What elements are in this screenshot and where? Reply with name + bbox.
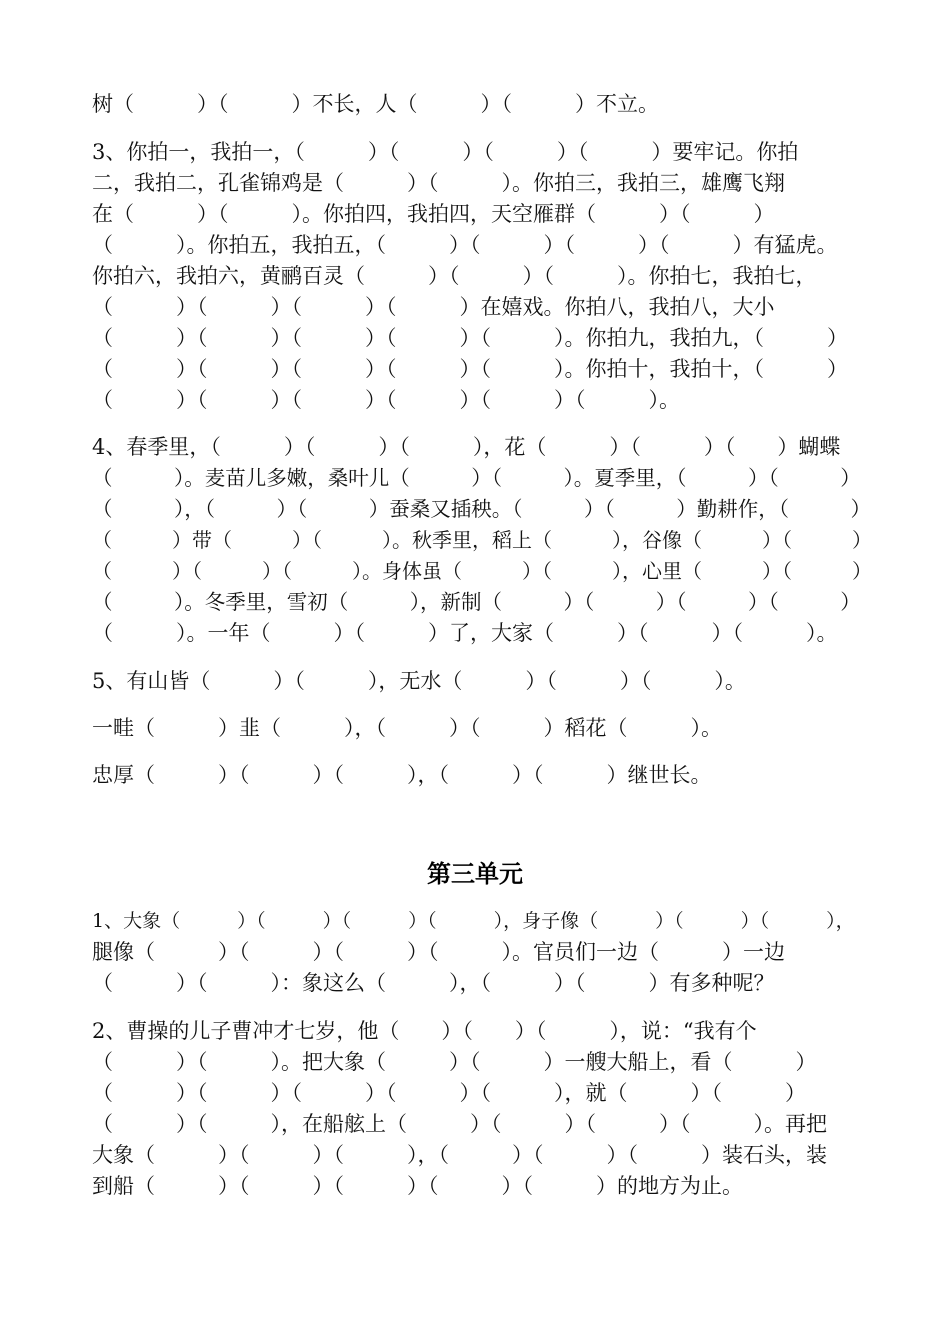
text-line: 腿像（ ）（ ）（ ）（ ）。官员们一边（ ）一边 xyxy=(92,940,785,964)
text-line: （ ）（ ）（ ）。身体虽（ ）（ ），心里（ ）（ ） xyxy=(92,559,872,583)
unit-heading: 第三单元 xyxy=(427,860,523,888)
text-line: （ ）（ ）（ ）（ ）（ ）（ ）。 xyxy=(92,388,680,412)
text-line: 一畦（ ）韭（ ），（ ）（ ）稻花（ ）。 xyxy=(92,716,722,740)
text-line: （ ）（ ）。把大象（ ）（ ）一艘大船上，看（ ） xyxy=(92,1050,817,1074)
text-line: （ ）。一年（ ）（ ）了，大家（ ）（ ）（ ）。 xyxy=(92,621,838,645)
text-line: 二，我拍二，孔雀锦鸡是（ ）（ ）。你拍三，我拍三，雄鹰飞翔 xyxy=(92,171,785,195)
text-line: 5、有山皆（ ）（ ），无水（ ）（ ）（ ）。 xyxy=(92,669,746,693)
text-line: （ ）。你拍五，我拍五，（ ）（ ）（ ）（ ）有猛虎。 xyxy=(92,233,838,257)
text-line: （ ）（ ）（ ）（ ）（ ）。你拍十，我拍十，（ ） xyxy=(92,357,848,381)
text-line: （ ）（ ）（ ）（ ）（ ）。你拍九，我拍九，（ ） xyxy=(92,326,848,350)
text-line: （ ）。冬季里，雪初（ ），新制（ ）（ ）（ ）（ ） xyxy=(92,590,861,614)
text-line: （ ）（ ），在船舷上（ ）（ ）（ ）（ ）。再把 xyxy=(92,1112,827,1136)
text-line: （ ）。麦苗儿多嫩，桑叶儿（ ）（ ）。夏季里，（ ）（ ） xyxy=(92,466,861,490)
text-line: （ ）（ ）（ ）（ ）在嬉戏。你拍八，我拍八，大小 xyxy=(92,295,775,319)
text-line: 4、春季里，（ ）（ ）（ ），花（ ）（ ）（ ）蝴蝶 xyxy=(92,435,841,459)
text-line: 在（ ）（ ）。你拍四，我拍四，天空雁群（ ）（ ） xyxy=(92,202,775,226)
text-line: 2、曹操的儿子曹冲才七岁，他（ ）（ ）（ ），说：“我有个 xyxy=(92,1019,757,1043)
text-line: 忠厚（ ）（ ）（ ），（ ）（ ）继世长。 xyxy=(92,763,712,787)
text-line: 1、大象（ ）（ ）（ ）（ ），身子像（ ）（ ）（ ）， xyxy=(92,910,855,932)
text-line: 到船（ ）（ ）（ ）（ ）（ ）的地方为止。 xyxy=(92,1174,743,1198)
text-line: （ ）（ ）（ ）（ ）（ ），就（ ）（ ） xyxy=(92,1081,806,1105)
text-line: （ ），（ ）（ ）蚕桑又插秧。（ ）（ ）勤耕作，（ ） xyxy=(92,497,871,521)
text-line: 3、你拍一，我拍一，（ ）（ ）（ ）（ ）要牢记。你拍 xyxy=(92,140,799,164)
text-line: 你拍六，我拍六，黄鹂百灵（ ）（ ）（ ）。你拍七，我拍七， xyxy=(92,264,817,288)
text-line: 大象（ ）（ ）（ ），（ ）（ ）（ ）装石头，装 xyxy=(92,1143,827,1167)
text-line: （ ）带（ ）（ ）。秋季里，稻上（ ），谷像（ ）（ ） xyxy=(92,528,872,552)
text-line: 树（ ）（ ）不长，人（ ）（ ）不立。 xyxy=(92,92,659,116)
text-line: （ ）（ ）：象这么（ ），（ ）（ ）有多种呢？ xyxy=(92,971,775,995)
